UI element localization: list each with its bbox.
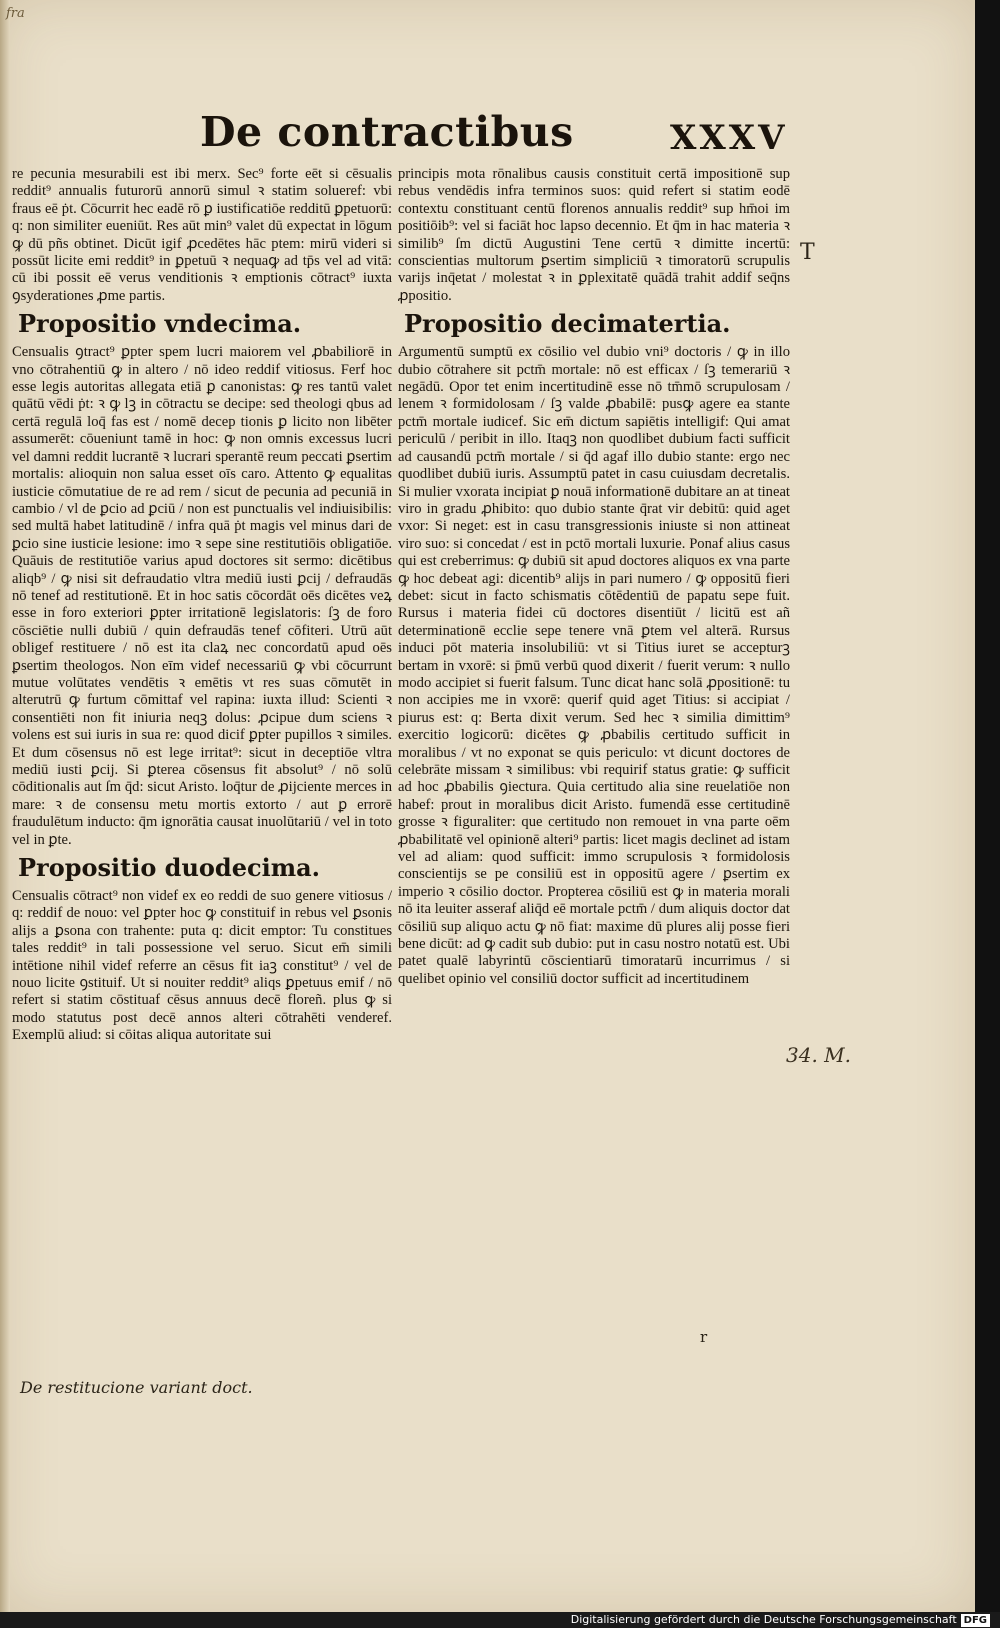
marginal-note: 34. M. <box>786 1043 851 1067</box>
footer-text: Digitalisierung gefördert durch die Deutsche Forschungsgemeinschaft <box>570 1613 957 1626</box>
right-column <box>398 166 790 991</box>
left-column <box>12 166 392 1048</box>
corner-mark: fra <box>6 6 25 21</box>
scan-border <box>975 0 1000 1612</box>
marginal-mark: T <box>800 240 815 265</box>
dfg-logo[interactable]: DFG <box>961 1614 990 1627</box>
section-heading: Propositio vndecima. <box>18 309 302 339</box>
section-heading: Propositio decimatertia. <box>404 309 731 339</box>
section-heading: Propositio duodecima. <box>18 853 321 883</box>
paragraph: Argumentū sumptū ex cōsilio vel dubio vni⁹ doctoris / ꝙ in illo dubio cōtrahere sit pctm̄ mortale: nō est efficax / ſꝫ temerariū ꝛ negādū. Opor tet enim incertitudinē esse nō tm̄mō scrupulosam / lenem ꝛ formidolosam / ſꝫ valde ꝓbabilē: pusꝙ agere ea stante pctm̄ mortale iudicef. Sic em̄ dictum sapiētis intelligif: Qui amat periculū / peribit in illo. Itaqꝫ non quodlibet dubium facti sufficit ad causandū pctm̄ mortale / si q̄d agaf illo dubio stante: ergo nec quodlibet dubiū iuris. Assumptū patet in casu cuiusdam decretalis. Si mulier vxorata incipiat ꝑ nouā informationē dubitare an at tineat viro in gradu ꝓhibito: quo dubio stante q̄rat vir debitū: quid aget vxor: Si neget: est in casu transgressionis iniuste si non attineat viro suo: si concedat / est in pctō mortali luxurie. Ponaf alius casus qui est creberrimus: ꝙ dubiū sit apud doctores aliquos ex vna parte ꝙ hoc debeat agi: dicentib⁹ alijs in pari numero / ꝙ oppositū fieri debet: sicut in facto schismatis cōtēdentiū de papatu sepe fuit. Rursus i materia fidei cū doctores disentiūt / licitū est añ determinationē ecclie sepe tenere vnā ꝑtem vel alterā. Rursus induci pōt materia insolubiliū: vt si Titius iuret se accepturꝫ bertam in vxorē: si p̄mū verbū quod dixerit / fuerit verum: ꝛ nullo modo accipiet si fuerit falsum. Tunc dicat hanc solā ꝓpositionē: tu non accipies me in vxorē: querif quid aget Titius: si accipiat / piurus est: q: Berta dixit verum. Sed hec ꝛ similia dimittim⁹ exercitio logicorū: dicētes ꝙ ꝓbabilis certitudo sufficit in moralibus / vt no exponat se quis periculo: vt dicunt doctores de celebrāte missam ꝛ similibus: vbi requirif status gratie: ꝙ sufficit ad hoc ꝓbabilis ꝯiectura. Quia certitudo alia sine reuelatiōe non habef: prout in moralibus dicit Aristo. fumendā esse certitudinē grosse ꝛ figuraliter: que certitudo non remouet in vna parte oēm ꝓbabilitatē vel opinionē alteri⁹ partis: licet magis declinet ad istam vel ad aliam: quod sufficit: immo scrupulosis ꝛ formidolosis conscientijs se pe consiliū est in oppositū agere / ꝑsertim ex imperio ꝛ cōsilio doctor. Propterea cōsiliū est ꝙ in materia morali nō ita leuiter asseraf aliq̄d eē mortale pctm̄ / dum aliquis doctor dat cōsiliū sup aliquo actu ꝙ nō fiat: maxime dū plures alij posse fieri bene dicūt: ad ꝙ cadit sub dubio: put in casu nostro notatū est. Ubi patet qualē labyrintū cōscientiarū timoratarū incurrimus / si quelibet opinio vel consiliū doctor sufficit ad incertitudinem <box>398 344 790 987</box>
paragraph: Censualis ꝯtract⁹ ꝑpter spem lucri maiorem vel ꝓbabiliorē in vno cōtrahentiū ꝙ in altero / nō ideo reddif vitiosus. Ferf hoc esse legis autoritas allegata etiā ꝑ canonistas: ꝙ res tantū valet quātū vēdi ṗt: ꝛ ꝙ lꝫ in cōtractu se decipe: sed theologi qbus ad certā regulā loq̄ fas est / nomē decep tionis ꝑ licito non libēter assumerēt: cōueniunt tamē in hoc: ꝙ non omnis excessus lucri vel damni reddit lucrantē ꝛ lucrari sperantē reum peccati ꝑsertim mortalis: alioquin non salua esset oīs caro. Attento ꝙ equalitas iusticie cōmutatiue de re ad rem / sicut de pecunia ad pecuniā in cambio / vl de ꝑcio ad ꝑciū / non est punctualis vel indiuisibilis: sed multā habet latitudinē / infra quā ṗt magis vel minus dari de ꝑcio sine iusticie lesione: imo ꝛ sepe sine restitutiōis obligatiōe. Quāuis de restitutiōe varius apud doctores sit sermo: dicētibus aliqb⁹ / ꝙ nisi sit defraudatio vltra mediū iusti ꝑcij / defraudās nō tenef ad restitutionē. Et in hoc satis cōcordāt oēs dicētes veꝝ esse in foro exteriori ꝑpter irritationē legislatoris: ſꝫ de foro cōsciētie nulli dubiū / quin defraudās tenef cōfiteri. Utrū aūt obligef restituere / nō est ita claꝝ nec concordatū apud oēs ꝑsertim theologos. Non eīm videf necessariū ꝙ vbi cōcurrunt mutue volūtates vendētis ꝛ emētis vt res suas cōmutēt in alterutrū ꝙ furtum cōmittaf vel rapina: iuxta illud: Scienti ꝛ consentiēti non fit iniuria neqꝫ dolus: ꝓcipue dum sciens ꝛ volens est sui iuris in sua re: quod dicif ꝑpter pupillos ꝛ similes. Et dum cōsensus nō est lege irritat⁹: sicut in deceptiōe vltra mediū iusti ꝑcij. Si ꝑterea cōsensus fit absolut⁹ / nō solū cōditionalis aut ſm q̄d: sicut Aristo. loq̄tur de ꝓijciente merces in mare: ꝛ de consensu metu mortis extorto / aut ꝑ errorē fraudulētum inducto: q̄m ignorātia causat inuolūtariū / vel in toto vel in ꝑte. <box>12 344 392 848</box>
folio-number: XXXV <box>670 118 788 158</box>
signature-mark: r <box>700 1328 708 1346</box>
paragraph: Censualis cōtract⁹ non videf ex eo reddi de suo genere vitiosus / q: reddif de nouo: vel ꝑpter hoc ꝙ constituif in rebus vel ꝑsonis alijs a ꝑsona con trahente: puta q: dicit emptor: Tu constitues tales reddit⁹ in tali possessione vel seruo. Sicut em̄ simili intētione nihil videf referre an cēsus fit iaꝫ constitut⁹ / vel de nouo licite ꝯstituif. Ut si nouiter reddit⁹ aliqs ꝑpetuus emif / nō refert si statim cōstituaf cēsus annuus decē floreñ. plus ꝙ si modo statutus post decē annos alteri cōtrahēti venderef. Exemplū aliud: si cōitas aliqua autoritate sui <box>12 888 392 1044</box>
running-title: De contractibus <box>200 108 574 156</box>
handwritten-note: De restitucione variant doct. <box>20 1378 253 1397</box>
page-gutter-shadow <box>0 0 10 1612</box>
footer-credit <box>0 1612 990 1628</box>
paragraph: principis mota rōnalibus causis constituit certā impositionē sup rebus vendēdis infra terminos suos: quid refert si statim eodē contextu constituant centū florenos annualis reddit⁹ sup hm̄oi im positiōib⁹: vel si faciāt hoc lapso decennio. Et q̄m in hac materia ꝛ similib⁹ ſm dictū Augustini Tene certū ꝛ dimitte incertū: conscientias multorum ꝑsertim simpliciū ꝛ timoratorū scrupulis varijs inq̄etat / molestat ꝛ in ꝑplexitatē quādā trahit addif seq̄ns ꝓpositio. <box>398 166 790 304</box>
paragraph: re pecunia mesurabili est ibi merx. Sec⁹ forte eēt si cēsualis reddit⁹ annualis futurorū annorū simul ꝛ statim solueref: vbi fraus eē ṗt. Cōcurrit hec eadē rō ꝑ iustificatiōe redditū ꝑpetuorū: q: non similiter eueniūt. Res aūt min⁹ valet dū expectat in lōgum ꝙ dū pñs obtinet. Dicūt igif ꝓcedētes hāc ptem: mirū videri si possūt licite emi reddit⁹ in ꝑpetuū ꝛ nequaꝙ ad tp̄s vel ad vitā: cū ibi possit eē verus venditionis ꝛ emptionis cōtract⁹ iuxta ꝯsyderationes ꝓme partis. <box>12 166 392 304</box>
